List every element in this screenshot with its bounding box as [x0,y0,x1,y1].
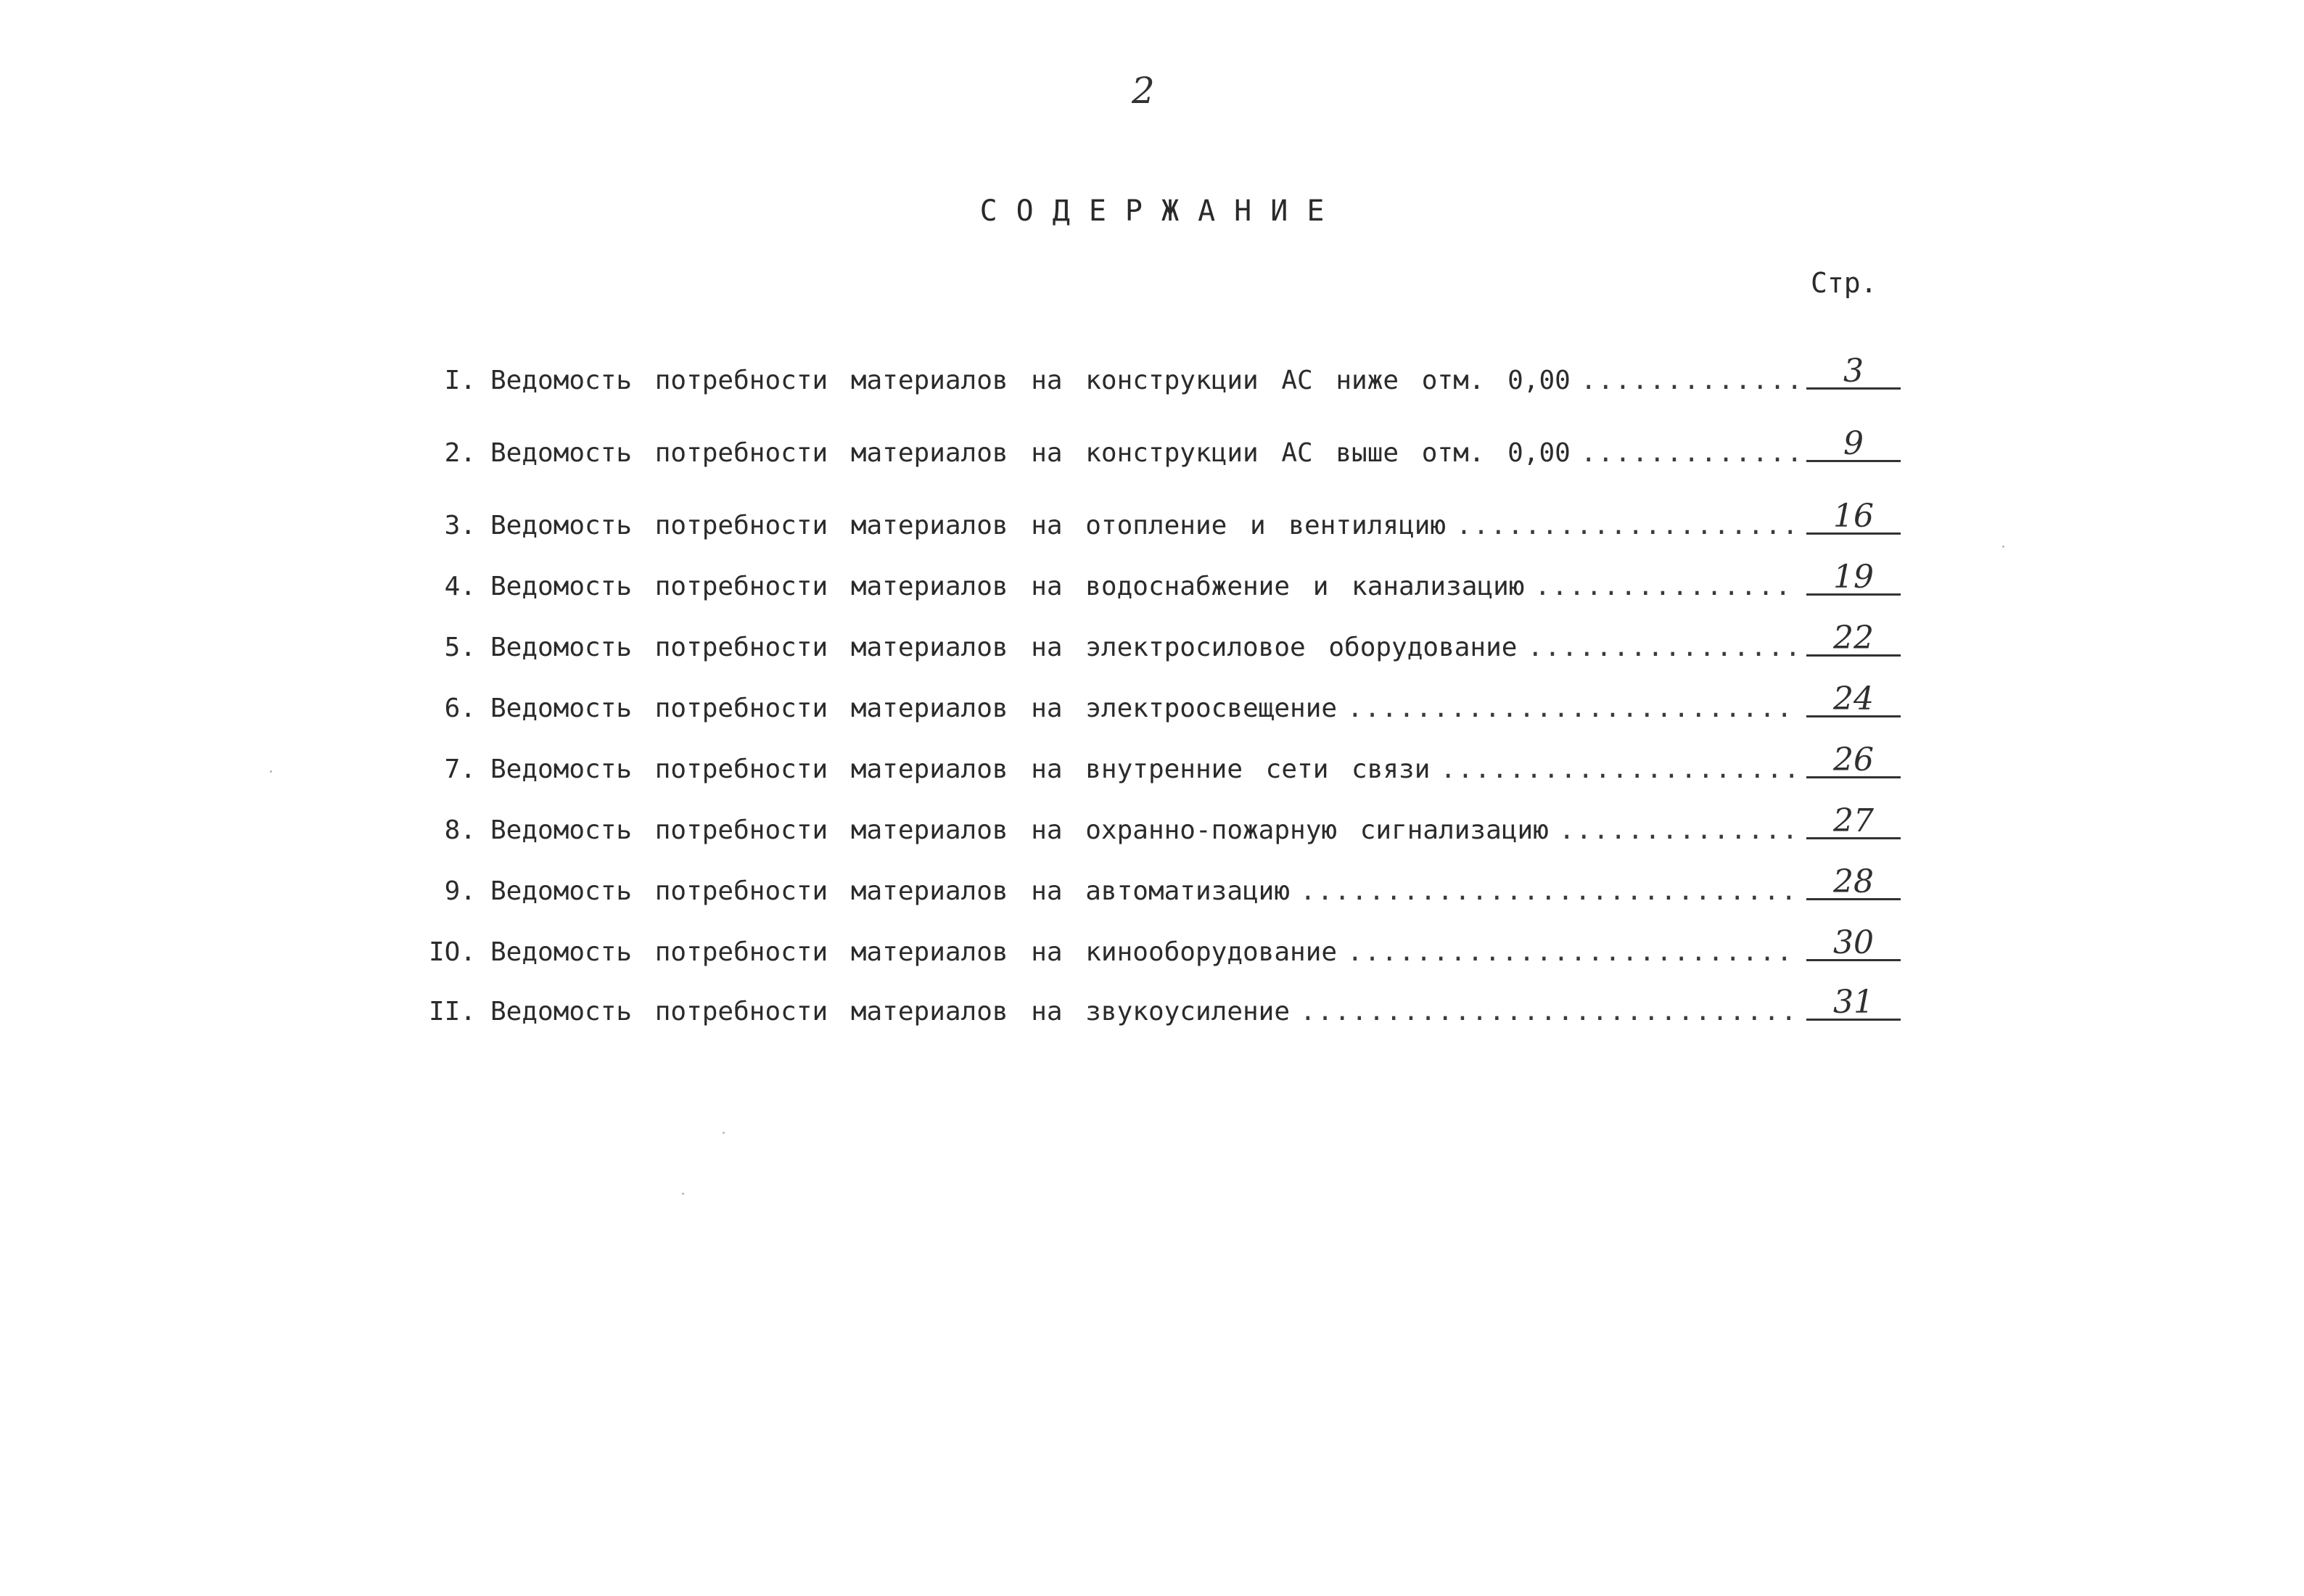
toc-title: Ведомость потребности материалов на конструкции АС выше отм. 0,00 [490,438,1571,468]
toc-row [406,353,1901,406]
scan-speck [723,1132,725,1134]
toc-number: IO. [428,937,476,967]
toc-number: 6. [444,694,476,723]
toc-number: 7. [444,754,476,784]
toc-page-number: 26 [1806,744,1901,778]
toc-title: Ведомость потребности материалов на электросиловое оборудование [490,633,1518,662]
scan-speck [2002,546,2004,548]
toc-leader-dots [1440,754,1796,784]
toc-leader-dots [1527,633,1796,662]
scan-speck [270,770,272,773]
toc-leader-dots [1300,997,1796,1027]
toc-row [406,802,1901,856]
toc-number: I. [444,366,476,395]
toc-row [406,984,1901,1037]
toc-page-number: 16 [1806,501,1901,535]
toc-number: 4. [444,572,476,601]
toc-row [406,620,1901,673]
toc-row [406,425,1901,479]
toc-row [406,924,1901,978]
toc-number: II. [428,997,476,1027]
toc-number: 2. [444,438,476,468]
toc-leader-dots [1581,366,1796,395]
toc-row [406,498,1901,551]
toc-page-number: 19 [1806,562,1901,596]
toc-page-number: 22 [1806,622,1901,657]
toc-leader-dots [1347,694,1796,723]
toc-row [406,559,1901,612]
toc-title: Ведомость потребности материалов на отопление и вентиляцию [490,511,1447,540]
toc-title: Ведомость потребности материалов на звукоусиление [490,997,1291,1027]
page-column-label: Стр. [1811,267,1877,299]
toc-leader-dots [1347,937,1796,967]
toc-leader-dots [1559,815,1796,845]
toc-leader-dots [1300,876,1796,906]
page-number: 2 [1132,70,1155,112]
toc-page-number: 28 [1806,866,1901,900]
toc-page-number: 24 [1806,683,1901,717]
toc-title: Ведомость потребности материалов на водоснабжение и канализацию [490,572,1525,601]
scan-speck [682,1193,684,1195]
toc-page-number: 27 [1806,805,1901,839]
toc-leader-dots [1534,572,1796,601]
toc-number: 3. [444,511,476,540]
toc-page-number: 9 [1806,428,1901,462]
toc-number: 5. [444,633,476,662]
toc-number: 9. [444,876,476,906]
toc-page-number: 30 [1806,927,1901,961]
toc-leader-dots [1581,438,1796,468]
toc-title: Ведомость потребности материалов на электроосвещение [490,694,1338,723]
toc-row [406,863,1901,917]
toc-row [406,680,1901,734]
toc-page-number: 3 [1806,355,1901,390]
toc-number: 8. [444,815,476,845]
toc-row [406,741,1901,795]
toc-leader-dots [1456,511,1796,540]
page-title: СОДЕРЖАНИЕ [979,194,1344,228]
toc-title: Ведомость потребности материалов на внутренние сети связи [490,754,1431,784]
toc-page-number: 31 [1806,987,1901,1021]
toc-title: Ведомость потребности материалов на автоматизацию [490,876,1291,906]
toc-title: Ведомость потребности материалов на охранно-пожарную сигнализацию [490,815,1549,845]
toc-title: Ведомость потребности материалов на кинооборудование [490,937,1338,967]
toc-title: Ведомость потребности материалов на конструкции АС ниже отм. 0,00 [490,366,1571,395]
